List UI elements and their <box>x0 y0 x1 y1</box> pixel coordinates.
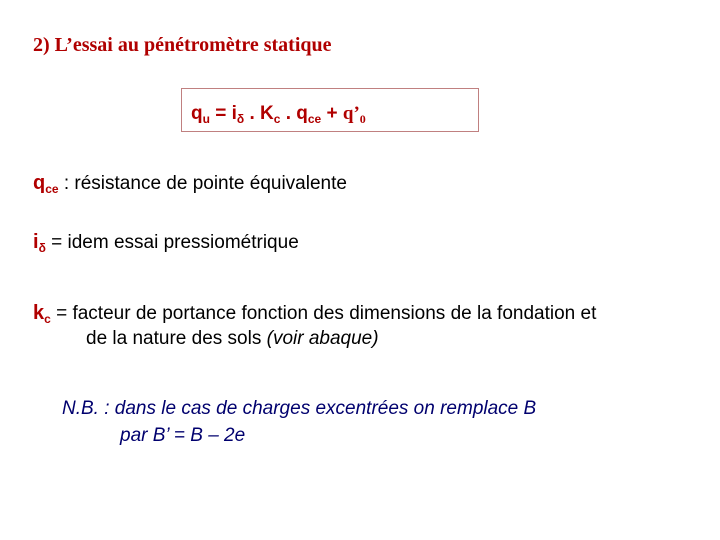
definition-idelta <box>33 230 299 260</box>
formula-q0-sub: 0 <box>359 112 366 126</box>
slide-title: 2) L’essai au pénétromètre statique <box>33 34 332 56</box>
kc-line2-text: de la nature des sols <box>86 328 267 349</box>
formula-qce: . q <box>280 103 308 124</box>
idelta-text: = idem essai pressiométrique <box>45 232 299 253</box>
formula-plus: + <box>321 103 343 124</box>
formula-eq: = i <box>209 103 237 124</box>
definition-kc-line2 <box>86 327 379 351</box>
qce-text: : résistance de pointe équivalente <box>58 173 347 194</box>
kc-text: = facteur de portance fonction des dimensions de la fondation et <box>50 303 597 324</box>
kc-symbol: $k_c$ <box>33 302 51 326</box>
formula-qce-sub: ce <box>307 112 322 126</box>
formula-qu-sub: u <box>202 112 210 126</box>
note-line-2: par B’ = B – 2e <box>120 425 246 446</box>
formula-qu: q <box>191 103 203 124</box>
formula-kc: . K <box>244 103 274 124</box>
formula-q0: q’ <box>342 103 360 124</box>
idelta-symbol: $i_\delta$ <box>33 231 46 255</box>
formula-kc-sub: c <box>273 112 281 126</box>
note-line-1: N.B. : dans le cas de charges excentrées on remplace B <box>62 398 537 419</box>
kc-line2-italic: (voir abaque) <box>266 328 379 349</box>
qce-symbol: $q_{ce}$ <box>33 172 59 196</box>
definition-qce <box>33 171 347 201</box>
formula <box>191 103 366 127</box>
formula-i-sub: δ <box>236 112 245 126</box>
